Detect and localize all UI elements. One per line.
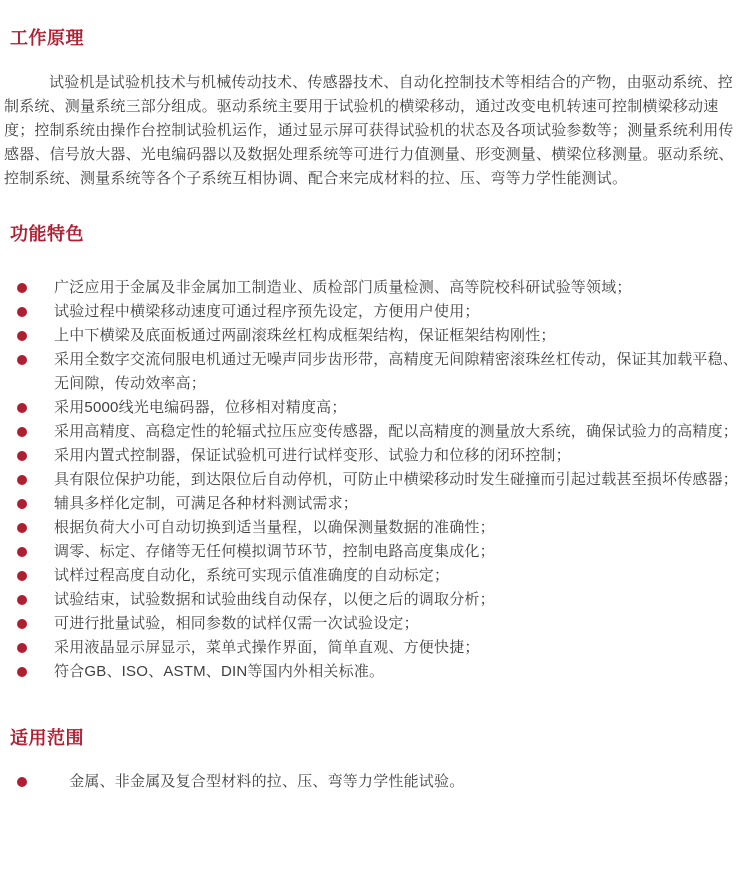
feature-item: 调零、标定、存储等无任何模拟调节环节，控制电路高度集成化； xyxy=(4,540,738,564)
section-title-working-principle: 工作原理 xyxy=(10,28,84,48)
feature-item: 上中下横梁及底面板通过两副滚珠丝杠构成框架结构，保证框架结构刚性； xyxy=(4,324,738,348)
feature-item: 试验结束，试验数据和试验曲线自动保存，以便之后的调取分析； xyxy=(4,588,738,612)
feature-item: 具有限位保护功能，到达限位后自动停机，可防止中横梁移动时发生碰撞而引起过载甚至损坏传感器； xyxy=(4,468,738,492)
feature-item: 符合GB、ISO、ASTM、DIN等国内外相关标准。 xyxy=(4,660,738,684)
feature-item: 采用高精度、高稳定性的轮辐式拉压应变传感器，配以高精度的测量放大系统，确保试验力的高精度； xyxy=(4,420,738,444)
feature-item: 根据负荷大小可自动切换到适当量程，以确保测量数据的准确性； xyxy=(4,516,738,540)
scope-item: 金属、非金属及复合型材料的拉、压、弯等力学性能试验。 xyxy=(4,770,738,794)
scope-list xyxy=(4,770,738,794)
section-title-scope: 适用范围 xyxy=(10,728,84,748)
feature-item: 试验过程中横梁移动速度可通过程序预先设定，方便用户使用； xyxy=(4,300,738,324)
features-list xyxy=(4,276,738,684)
section-title-features: 功能特色 xyxy=(10,224,84,244)
feature-item: 试样过程高度自动化，系统可实现示值准确度的自动标定； xyxy=(4,564,738,588)
feature-item: 采用全数字交流伺服电机通过无噪声同步齿形带，高精度无间隙精密滚珠丝杠传动，保证其加载平稳、无间隙，传动效率高； xyxy=(4,348,738,396)
feature-item: 采用液晶显示屏显示，菜单式操作界面，简单直观、方便快捷； xyxy=(4,636,738,660)
feature-item: 可进行批量试验，相同参数的试样仅需一次试验设定； xyxy=(4,612,738,636)
feature-item: 广泛应用于金属及非金属加工制造业、质检部门质量检测、高等院校科研试验等领域； xyxy=(4,276,738,300)
feature-item: 采用内置式控制器，保证试验机可进行试样变形、试验力和位移的闭环控制； xyxy=(4,444,738,468)
feature-item: 辅具多样化定制，可满足各种材料测试需求； xyxy=(4,492,738,516)
feature-item: 采用5000线光电编码器，位移相对精度高； xyxy=(4,396,738,420)
working-principle-paragraph: 试验机是试验机技术与机械传动技术、传感器技术、自动化控制技术等相结合的产物，由驱动系统、控制系统、测量系统三部分组成。驱动系统主要用于试验机的横梁移动，通过改变电机转速可控制横梁移动速度；控制系统由操作台控制试验机运作，通过显示屏可获得试验机的状态及各项试验参数等；测量系统利用传感器、信号放大器、光电编码器以及数据处理系统等可进行力值测量、形变测量、横梁位移测量。驱动系统、控制系统、测量系统等各个子系统互相协调、配合来完成材料的拉、压、弯等力学性能测试。 xyxy=(4,74,734,187)
